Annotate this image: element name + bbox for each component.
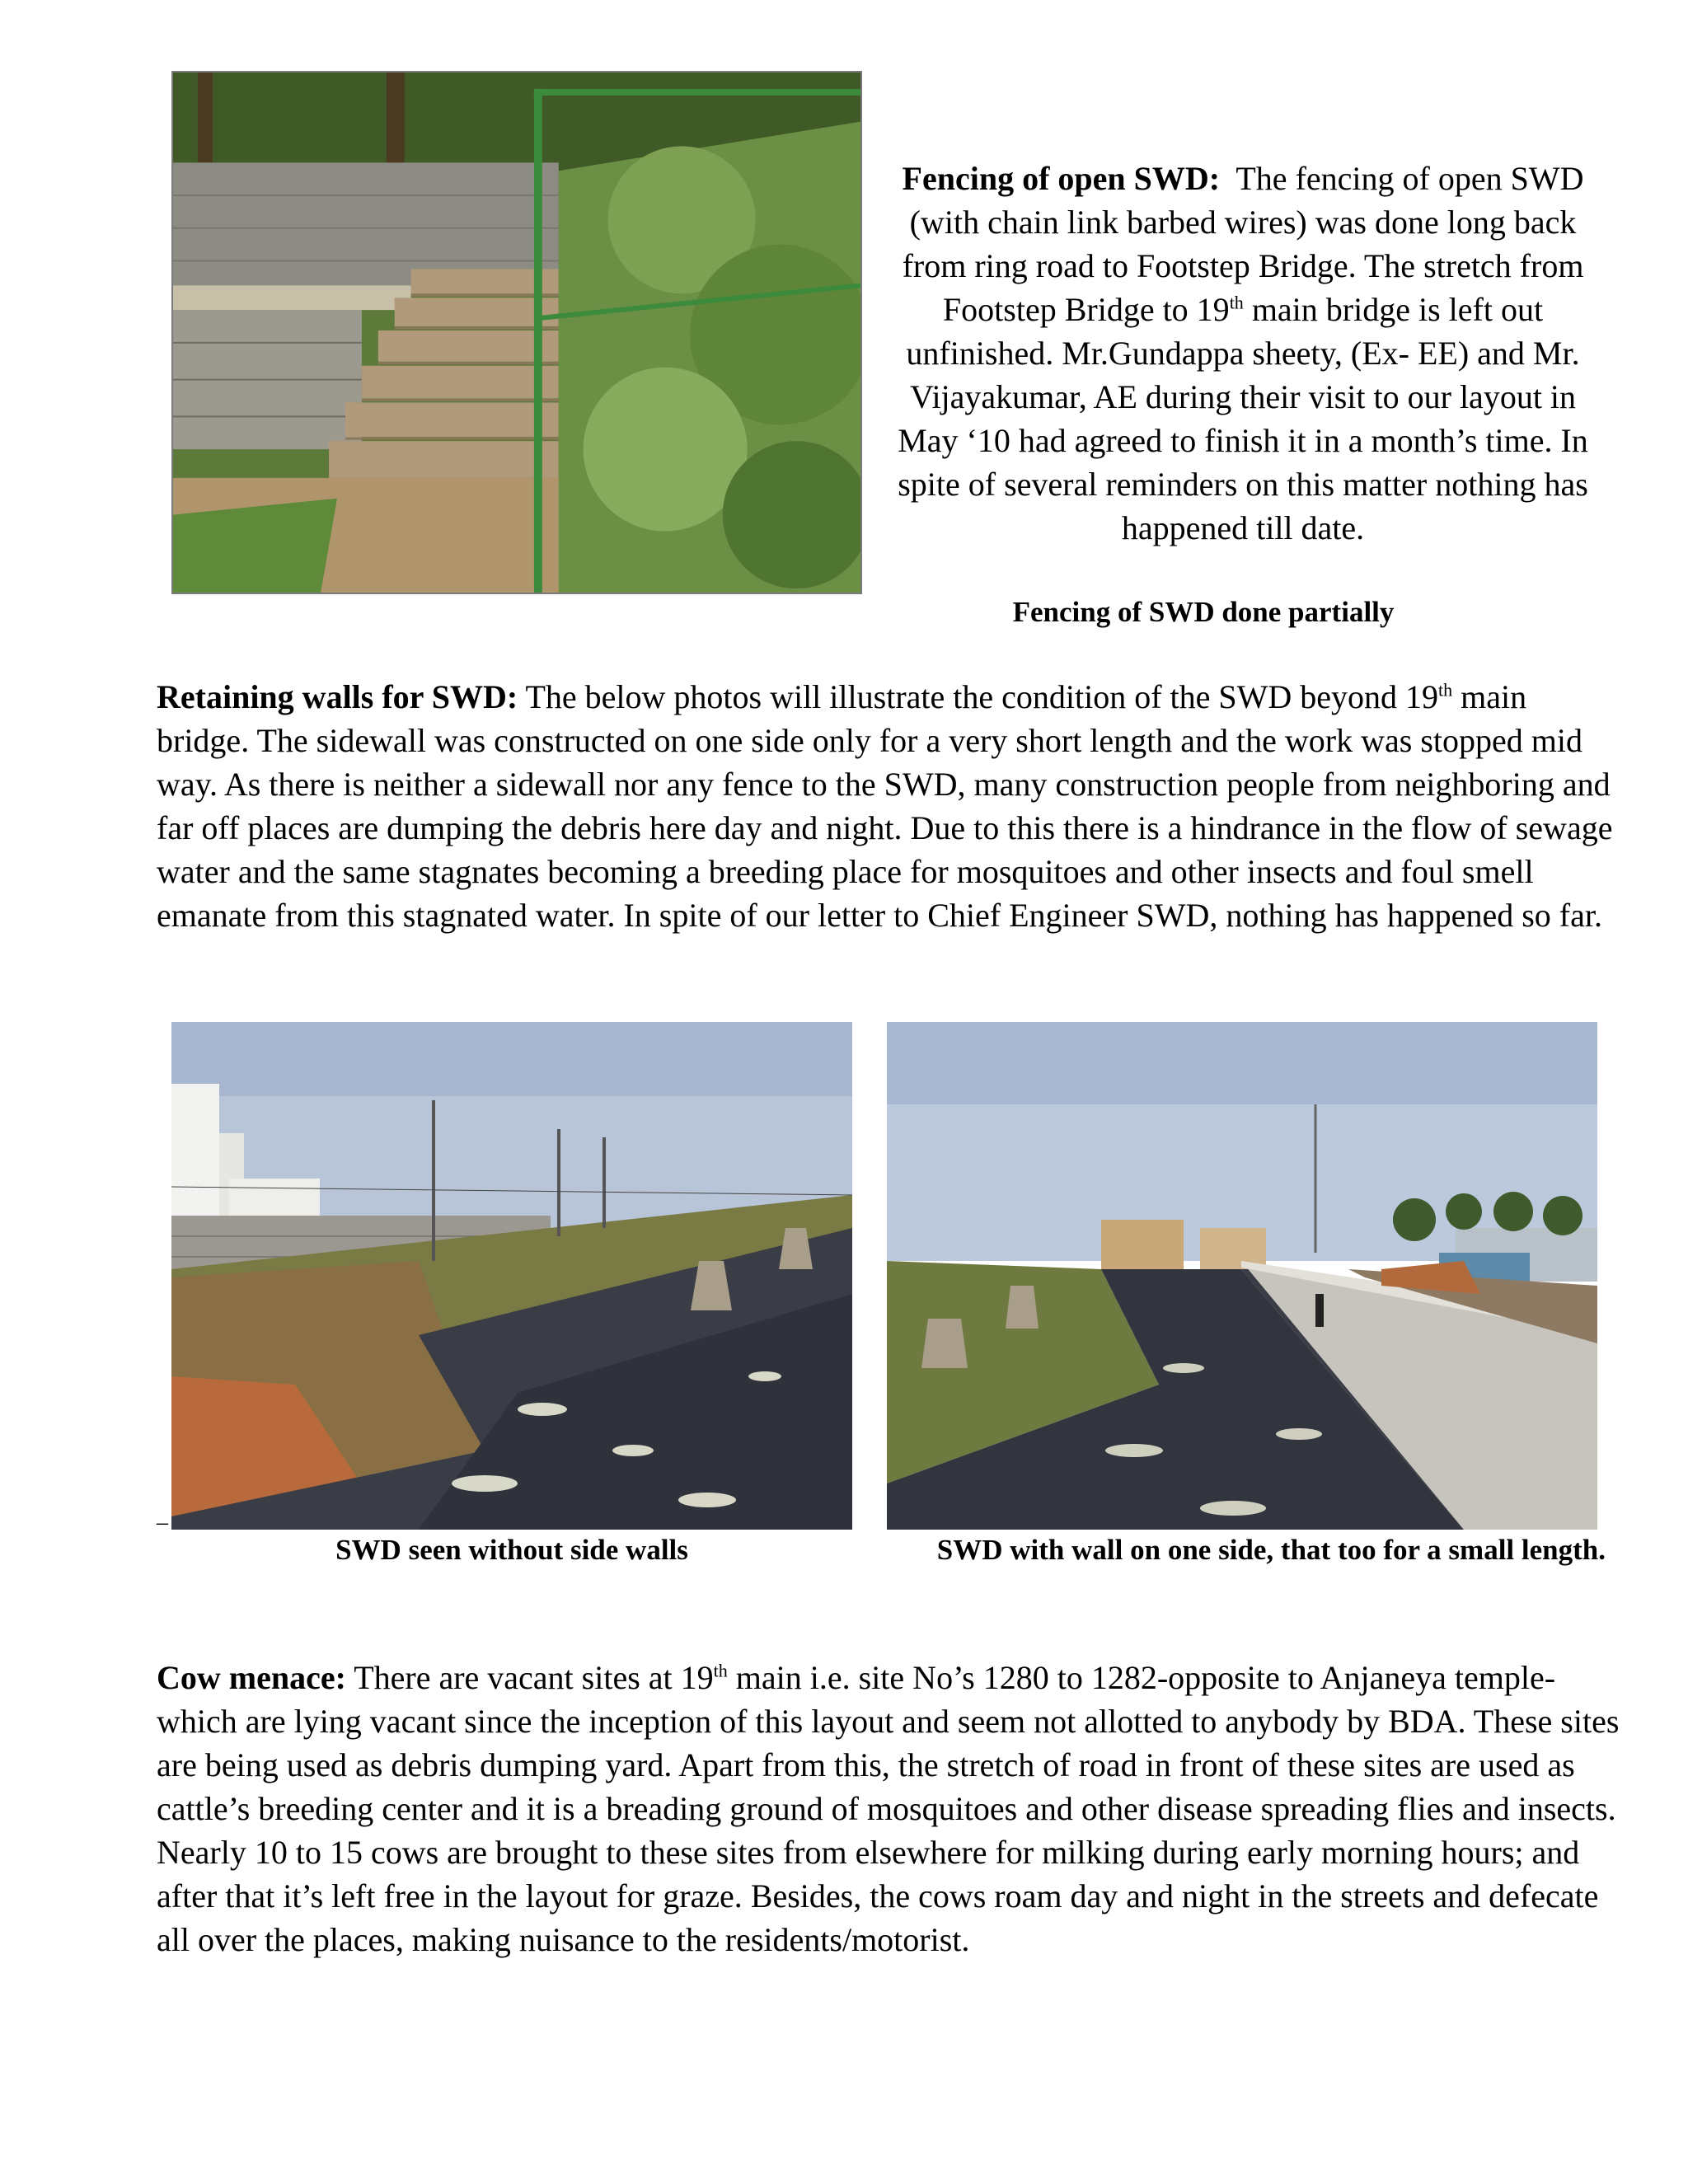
photo-swd-no-walls bbox=[171, 1022, 852, 1530]
cow-heading: Cow menace: bbox=[157, 1659, 346, 1696]
retaining-sup-1: th bbox=[1438, 679, 1453, 701]
cow-paragraph bbox=[157, 1656, 1624, 1961]
retaining-text-2: main bridge. The sidewall was constructed on one side only for a very short length and the work was stopped mid way. As there is neither a sidewall nor any fence to the SWD, many construction people from neighboring and far off places are dumping the debris here day and night. Due to this there is a hindrance in the flow of sewage water and the same stagnates becoming a breeding place for mosquitoes and other insects and foul smell emanate from this stagnated water. In spite of our letter to Chief Engineer SWD, nothing has happened so far. bbox=[157, 678, 1613, 934]
caption-swd-no-walls: SWD seen without side walls bbox=[335, 1534, 688, 1566]
retaining-paragraph bbox=[157, 675, 1624, 937]
retaining-text-1: The below photos will illustrate the condition of the SWD beyond 19 bbox=[518, 678, 1439, 715]
cow-sup-1: th bbox=[713, 1660, 728, 1681]
fencing-text-1: The fencing of open SWD (with chain link barbed wires) was done long back from ring road to Footstep Bridge. The stretch from Footstep Bridge to 19 bbox=[902, 160, 1584, 328]
caption-swd-one-wall: SWD with wall on one side, that too for a small length. bbox=[936, 1534, 1606, 1566]
photo-fence-steps bbox=[171, 71, 862, 594]
retaining-heading: Retaining walls for SWD: bbox=[157, 678, 518, 715]
fencing-caption: Fencing of SWD done partially bbox=[1012, 596, 1395, 628]
fencing-heading: Fencing of open SWD: bbox=[902, 160, 1221, 197]
photo-swd-one-wall bbox=[887, 1022, 1597, 1530]
fencing-text-2: main bridge is left out unfinished. Mr.Gundappa sheety, (Ex- EE) and Mr. Vijayakumar, AE during their visit to our layout in May ‘10 had agreed to finish it in a month’s time. In spite of several reminders on this matter nothing has happened till date. bbox=[898, 291, 1588, 546]
cow-text-2: main i.e. site No’s 1280 to 1282-opposite to Anjaneya temple- which are lying vacant since the inception of this layout and seem not allotted to anybody by BDA. These sites are being used as debris dumping yard. Apart from this, the stretch of road in front of these sites are used as cattle’s breeding center and it is a breading ground of mosquitoes and other disease spreading flies and insects. Nearly 10 to 15 cows are brought to these sites from elsewhere for milking during early morning hours; and after that it’s left free in the layout for graze. Besides, the cows roam day and night in the streets and defecate all over the places, making nuisance to the residents/motorist. bbox=[157, 1659, 1620, 1958]
stray-dash: – bbox=[157, 1510, 168, 1535]
fencing-sup-1: th bbox=[1229, 292, 1244, 313]
cow-text-1: There are vacant sites at 19 bbox=[345, 1659, 714, 1696]
fencing-paragraph bbox=[880, 157, 1606, 550]
